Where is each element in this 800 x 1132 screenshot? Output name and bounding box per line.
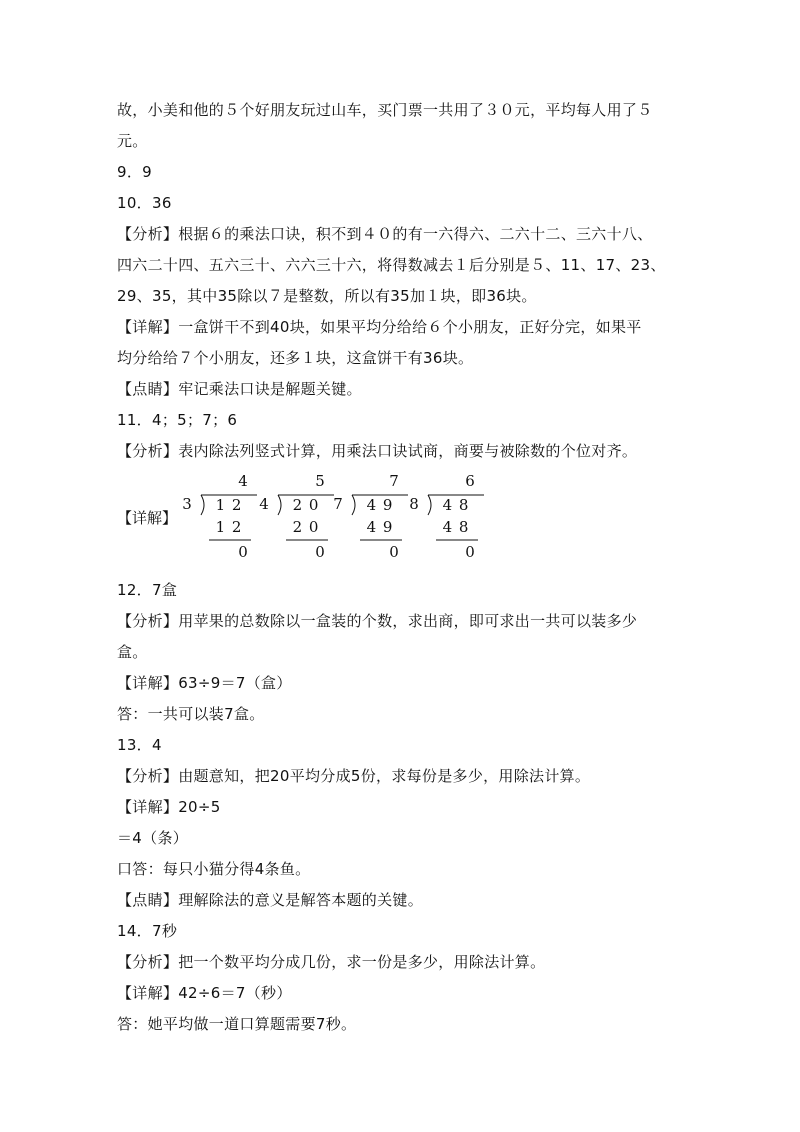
text-line: 元。	[117, 132, 148, 150]
quotient: 4	[238, 472, 248, 490]
answer-13: 13．4	[117, 736, 162, 754]
text-line: 盒。	[117, 643, 148, 661]
analysis-12: 【分析】用苹果的总数除以一盒装的个数，求出商，即可求出一共可以装多少	[117, 612, 638, 630]
text-line: ＝4（条）	[117, 829, 189, 847]
reply-12: 答：一共可以装7盒。	[117, 705, 265, 723]
divisor: 7	[333, 495, 343, 513]
explanation-12: 【详解】63÷9＝7（盒）	[117, 674, 292, 692]
reply-13: 口答：每只小猫分得4条鱼。	[117, 860, 311, 878]
quotient: 7	[389, 472, 399, 490]
dividend: 2 0	[292, 496, 320, 514]
answer-12: 12．7盒	[117, 581, 178, 599]
remainder: 0	[238, 543, 248, 561]
product: 1 2	[215, 518, 243, 536]
analysis-14: 【分析】把一个数平均分成几份，求一份是多少，用除法计算。	[117, 953, 546, 971]
dividend: 4 9	[366, 496, 394, 514]
remainder: 0	[389, 543, 399, 561]
analysis-13: 【分析】由题意知，把20平均分成5份，求每份是多少，用除法计算。	[117, 767, 591, 785]
divisor: 4	[259, 495, 269, 513]
division-bracket	[428, 495, 431, 515]
division-bracket	[201, 495, 204, 515]
explanation-label: 【详解】	[117, 509, 178, 527]
remainder: 0	[465, 543, 475, 561]
divisor: 8	[409, 495, 419, 513]
explanation-10: 【详解】一盒饼干不到40块，如果平均分给给６个小朋友，正好分完，如果平	[117, 318, 642, 336]
long-division-figure	[117, 468, 497, 568]
dividend: 4 8	[442, 496, 470, 514]
text-line: 故，小美和他的５个好朋友玩过山车，买门票一共用了３０元，平均每人用了５	[117, 101, 653, 119]
division-bracket	[278, 495, 281, 515]
text-line: 均分给给７个小朋友，还多１块，这盒饼干有36块。	[117, 349, 474, 367]
note-10: 【点睛】牢记乘法口诀是解题关键。	[117, 380, 362, 398]
explanation-14: 【详解】42÷6＝7（秒）	[117, 984, 292, 1002]
answer-11: 11．4；5；7；6	[117, 411, 238, 429]
product: 4 8	[442, 518, 470, 536]
analysis-10: 【分析】根据６的乘法口诀，积不到４０的有一六得六、二六十二、三六十八、	[117, 225, 653, 243]
quotient: 6	[465, 472, 475, 490]
analysis-11: 【分析】表内除法列竖式计算，用乘法口诀试商，商要与被除数的个位对齐。	[117, 442, 638, 460]
product: 2 0	[292, 518, 320, 536]
product: 4 9	[366, 518, 394, 536]
reply-14: 答：她平均做一道口算题需要7秒。	[117, 1015, 357, 1033]
answer-9: 9．9	[117, 163, 152, 181]
long-division-block	[117, 468, 497, 568]
divisor: 3	[182, 495, 192, 513]
note-13: 【点睛】理解除法的意义是解答本题的关键。	[117, 891, 424, 909]
text-line: 四六二十四、五六三十、六六三十六，将得数减去１后分别是５、11、17、23、	[117, 256, 666, 274]
answer-14: 14．7秒	[117, 922, 178, 940]
quotient: 5	[315, 472, 325, 490]
text-line: 29、35，其中35除以７是整数，所以有35加１块，即36块。	[117, 287, 537, 305]
dividend: 1 2	[215, 496, 243, 514]
division-bracket	[352, 495, 355, 515]
remainder: 0	[315, 543, 325, 561]
explanation-13: 【详解】20÷5	[117, 798, 221, 816]
answer-10: 10．36	[117, 194, 172, 212]
